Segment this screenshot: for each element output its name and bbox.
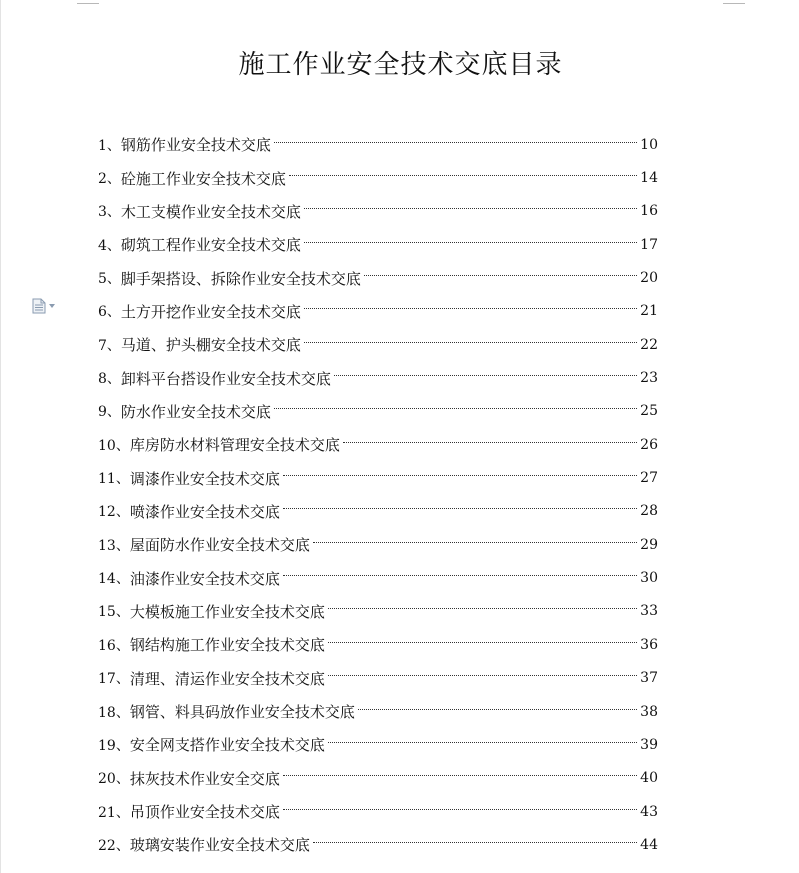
dropdown-arrow-icon	[49, 304, 55, 308]
toc-entry[interactable]	[98, 495, 658, 528]
toc-entry-number: 2、	[98, 171, 121, 188]
toc-dot-leader	[289, 174, 637, 176]
toc-page-number: 37	[640, 670, 658, 687]
toc-entry[interactable]	[98, 361, 658, 394]
toc-entry-title: 砼施工作业安全技术交底	[120, 169, 286, 188]
toc-page-number: 25	[640, 403, 658, 420]
toc-page-number: 14	[640, 170, 658, 187]
toc-entry-number: 17、	[98, 671, 130, 688]
toc-page-number: 30	[640, 570, 658, 587]
toc-entry-number: 22、	[98, 837, 130, 854]
toc-page-number: 17	[640, 236, 658, 253]
toc-entry-number: 16、	[98, 637, 130, 654]
toc-dot-leader	[283, 474, 637, 476]
toc-dot-leader	[328, 641, 637, 643]
toc-dot-leader	[304, 341, 637, 343]
toc-dot-leader	[343, 441, 637, 443]
toc-page-number: 33	[640, 603, 658, 620]
toc-dot-leader	[274, 407, 637, 409]
document-icon	[32, 298, 46, 314]
toc-entry-title: 土方开挖作业安全技术交底	[120, 302, 301, 321]
toc-dot-leader	[304, 307, 637, 309]
toc-entry-number: 10、	[98, 437, 130, 454]
toc-entry[interactable]	[98, 561, 658, 594]
toc-entry-number: 18、	[98, 704, 130, 721]
toc-entry-title: 钢结构施工作业安全技术交底	[129, 636, 325, 655]
toc-entry-number: 15、	[98, 604, 130, 621]
toc-entry-title: 钢管、料具码放作业安全技术交底	[129, 703, 355, 722]
toc-entry-title: 脚手架搭设、拆除作业安全技术交底	[120, 269, 361, 288]
page-corner-mark-left	[77, 0, 99, 4]
toc-page-number: 26	[640, 436, 658, 453]
toc-entry-title: 砌筑工程作业安全技术交底	[120, 236, 301, 255]
toc-entry[interactable]	[98, 795, 658, 828]
toc-entry-number: 7、	[98, 337, 121, 354]
toc-entry[interactable]	[98, 228, 658, 261]
toc-entry[interactable]	[98, 161, 658, 194]
toc-entry[interactable]	[98, 728, 658, 761]
toc-entry-number: 8、	[98, 371, 121, 388]
toc-page-number: 23	[640, 370, 658, 387]
toc-dot-leader	[328, 607, 637, 609]
toc-entry-number: 5、	[98, 271, 121, 288]
toc-entry-title: 钢筋作业安全技术交底	[120, 136, 271, 155]
toc-entry-title: 油漆作业安全技术交底	[129, 569, 280, 588]
toc-entry-number: 9、	[98, 404, 121, 421]
toc-entry-title: 库房防水材料管理安全技术交底	[129, 436, 340, 455]
toc-entry-number: 19、	[98, 737, 130, 754]
toc-entry[interactable]	[98, 628, 658, 661]
toc-entry-title: 玻璃安装作业安全技术交底	[129, 836, 310, 855]
toc-page-number: 20	[640, 270, 658, 287]
toc-page-number: 21	[640, 303, 658, 320]
toc-entry-title: 调漆作业安全技术交底	[129, 469, 280, 488]
toc-entry[interactable]	[98, 261, 658, 294]
toc-dot-leader	[313, 541, 637, 543]
toc-page-number: 38	[640, 703, 658, 720]
toc-entry-number: 20、	[98, 771, 130, 788]
toc-page-number: 22	[640, 336, 658, 353]
table-of-contents	[98, 128, 658, 862]
toc-entry[interactable]	[98, 461, 658, 494]
toc-entry[interactable]	[98, 528, 658, 561]
toc-entry[interactable]	[98, 828, 658, 861]
toc-entry[interactable]	[98, 295, 658, 328]
toc-entry[interactable]	[98, 695, 658, 728]
toc-entry[interactable]	[98, 328, 658, 361]
toc-entry-number: 13、	[98, 537, 130, 554]
toc-entry-number: 3、	[98, 204, 121, 221]
toc-entry-title: 吊顶作业安全技术交底	[129, 803, 280, 822]
toc-page-number: 28	[640, 503, 658, 520]
toc-page-number: 36	[640, 636, 658, 653]
toc-dot-leader	[283, 774, 637, 776]
toc-entry-title: 木工支模作业安全技术交底	[120, 202, 301, 221]
toc-dot-leader	[304, 207, 637, 209]
toc-entry-cut-off	[98, 862, 103, 873]
page-corner-mark-right	[723, 0, 745, 4]
toc-dot-leader	[283, 574, 637, 576]
toc-dot-leader	[358, 708, 637, 710]
toc-page-number: 44	[640, 836, 658, 853]
toc-dot-leader	[328, 674, 637, 676]
toc-entry[interactable]	[98, 395, 658, 428]
document-title: 施工作业安全技术交底目录	[238, 50, 563, 80]
toc-entry-title: 防水作业安全技术交底	[120, 402, 271, 421]
toc-dot-leader	[364, 274, 637, 276]
toc-dot-leader	[334, 374, 637, 376]
toc-dot-leader	[283, 808, 637, 810]
toc-entry-title: 安全网支搭作业安全技术交底	[129, 736, 325, 755]
toc-entry-title: 卸料平台搭设作业安全技术交底	[120, 369, 331, 388]
toc-entry[interactable]	[98, 195, 658, 228]
toc-entry[interactable]	[98, 128, 658, 161]
toc-entry[interactable]	[98, 662, 658, 695]
toc-dot-leader	[328, 741, 637, 743]
toc-entry-number: 11、	[98, 471, 130, 488]
toc-entry-title: 抹灰技术作业安全交底	[129, 769, 280, 788]
toc-entry-title: 大模板施工作业安全技术交底	[129, 602, 325, 621]
toc-entry-title: 清理、清运作业安全技术交底	[129, 669, 325, 688]
toc-dot-leader	[274, 141, 637, 143]
toc-entry-title: 屋面防水作业安全技术交底	[129, 536, 310, 555]
toc-page-number: 39	[640, 736, 658, 753]
toc-dot-leader	[304, 241, 637, 243]
toc-page-number: 10	[640, 136, 658, 153]
toc-entry-number: 21、	[98, 804, 130, 821]
toc-page-number: 16	[640, 203, 658, 220]
toc-page-number: 27	[640, 470, 658, 487]
toc-entry-number: 14、	[98, 571, 130, 588]
toc-entry-title: 马道、护头棚安全技术交底	[120, 336, 301, 355]
toc-page-number: 40	[640, 770, 658, 787]
toc-entry[interactable]	[98, 595, 658, 628]
toc-page-number: 29	[640, 536, 658, 553]
toc-dot-leader	[283, 507, 637, 509]
toc-dot-leader	[313, 841, 637, 843]
toc-entry[interactable]	[98, 428, 658, 461]
paragraph-options-button[interactable]	[32, 298, 60, 314]
toc-entry-number: 6、	[98, 304, 121, 321]
toc-entry-number: 4、	[98, 237, 121, 254]
toc-entry[interactable]	[98, 762, 658, 795]
toc-entry-title: 喷漆作业安全技术交底	[129, 502, 280, 521]
toc-entry-number: 1、	[98, 137, 121, 154]
toc-page-number: 43	[640, 803, 658, 820]
toc-entry-number: 12、	[98, 504, 130, 521]
